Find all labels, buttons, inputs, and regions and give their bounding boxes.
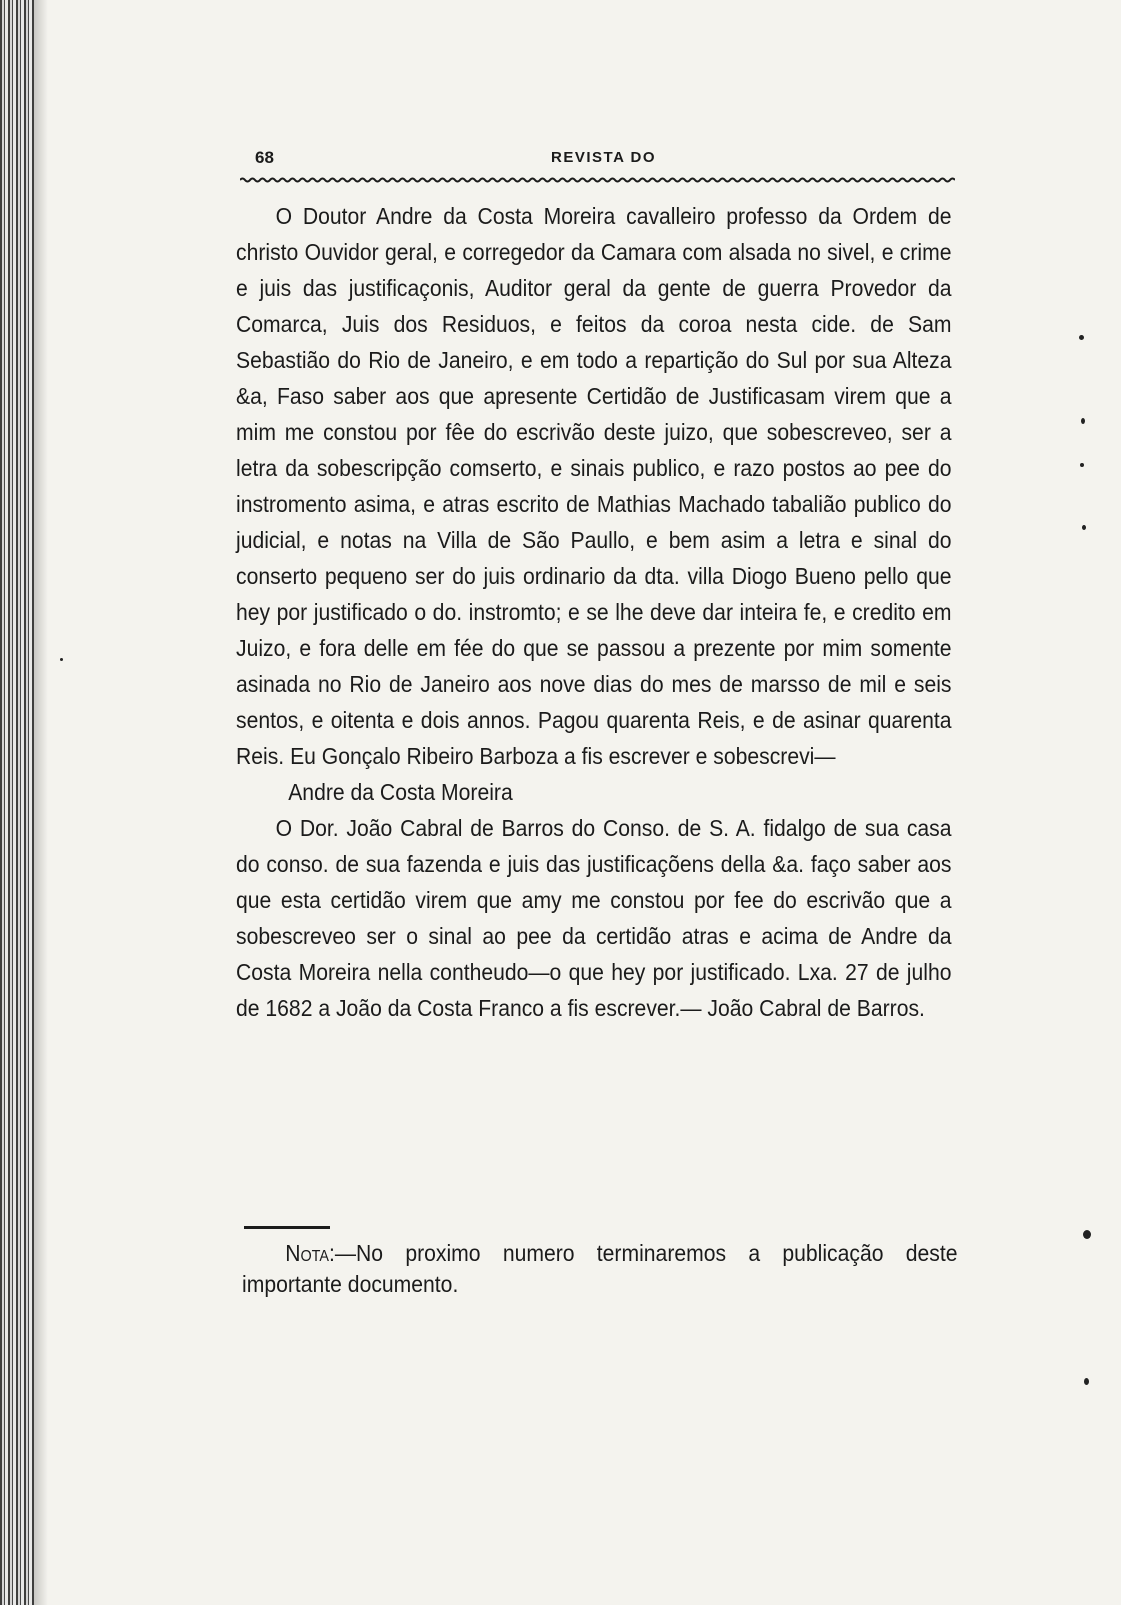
paragraph-certificate-andre: O Doutor Andre da Costa Moreira cavalleiro professo da Ordem de christo Ouvidor geral, e corregedor da Camara com alsada no sivel, e crime e juis das justificaçonis, Auditor geral da gente de guerra Provedor da Comarca, Juis dos Residuos, e feitos da coroa nesta cide. de Sam Sebastião do Rio de Janeiro, e em todo a repartição do Sul por sua Alteza &a, Faso saber aos que apresente Certidão de Justificasam virem que a mim me constou por fêe do escrivão deste juizo, que sobescreveo, ser a letra da sobescripção comserto, e sinais publico, e razo postos ao pee do instromento asima, e atras escrito de Mathias Machado tabalião publico do judicial, e notas na Villa de São Paullo, e bem asim a letra e sinal do conserto pequeno ser do juis ordinario da dta. villa Diogo Bueno pello que hey por justificado o do. instromto; e se lhe deve dar inteira fe, e credito em Juizo, e fora delle em fée do que se passou a prezente por mim somente asinada no Rio de Janeiro aos nove dias do mes de marsso de mil e seis sentos, e oitenta e dois annos. Pagou quarenta Reis, e de asinar quarenta Reis. Eu Gonçalo Ribeiro Barboza a fis escrever e sobescrevi— [236, 203, 952, 769]
footnote-separator [244, 1226, 330, 1229]
note-text: —No proximo numero terminaremos a publicação deste importante documento. [242, 1240, 958, 1297]
document-body [236, 198, 952, 1026]
print-speck [60, 658, 63, 661]
page-number: 68 [255, 148, 274, 167]
print-speck [1084, 1378, 1089, 1385]
note-label: Nota: [285, 1240, 335, 1266]
header-wavy-rule [240, 176, 955, 184]
paragraph-certificate-joao: O Dor. João Cabral de Barros do Conso. de S. A. fidalgo de sua casa do conso. de sua fazenda e juis das justificaçõens della &a. faço saber aos que esta certidão virem que amy me constou por fee do escrivão que a sobescreveo ser o sinal ao pee da certidão atras e acima de Andre da Costa Moreira nella contheudo—o que hey por justificado. Lxa. 27 de julho de 1682 a João da Costa Franco a fis escrever.— João Cabral de Barros. [236, 815, 952, 1021]
print-speck [1082, 525, 1086, 530]
print-speck [1079, 335, 1084, 340]
running-head: REVISTA DO [551, 149, 657, 166]
signature-andre: Andre da Costa Moreira [288, 779, 513, 805]
book-binding-edge [0, 0, 34, 1605]
print-speck [1083, 1230, 1091, 1239]
print-speck [1081, 418, 1085, 424]
page-header [255, 148, 955, 172]
print-speck [1080, 463, 1084, 467]
binding-shadow [34, 0, 48, 1605]
editor-note [242, 1238, 958, 1300]
